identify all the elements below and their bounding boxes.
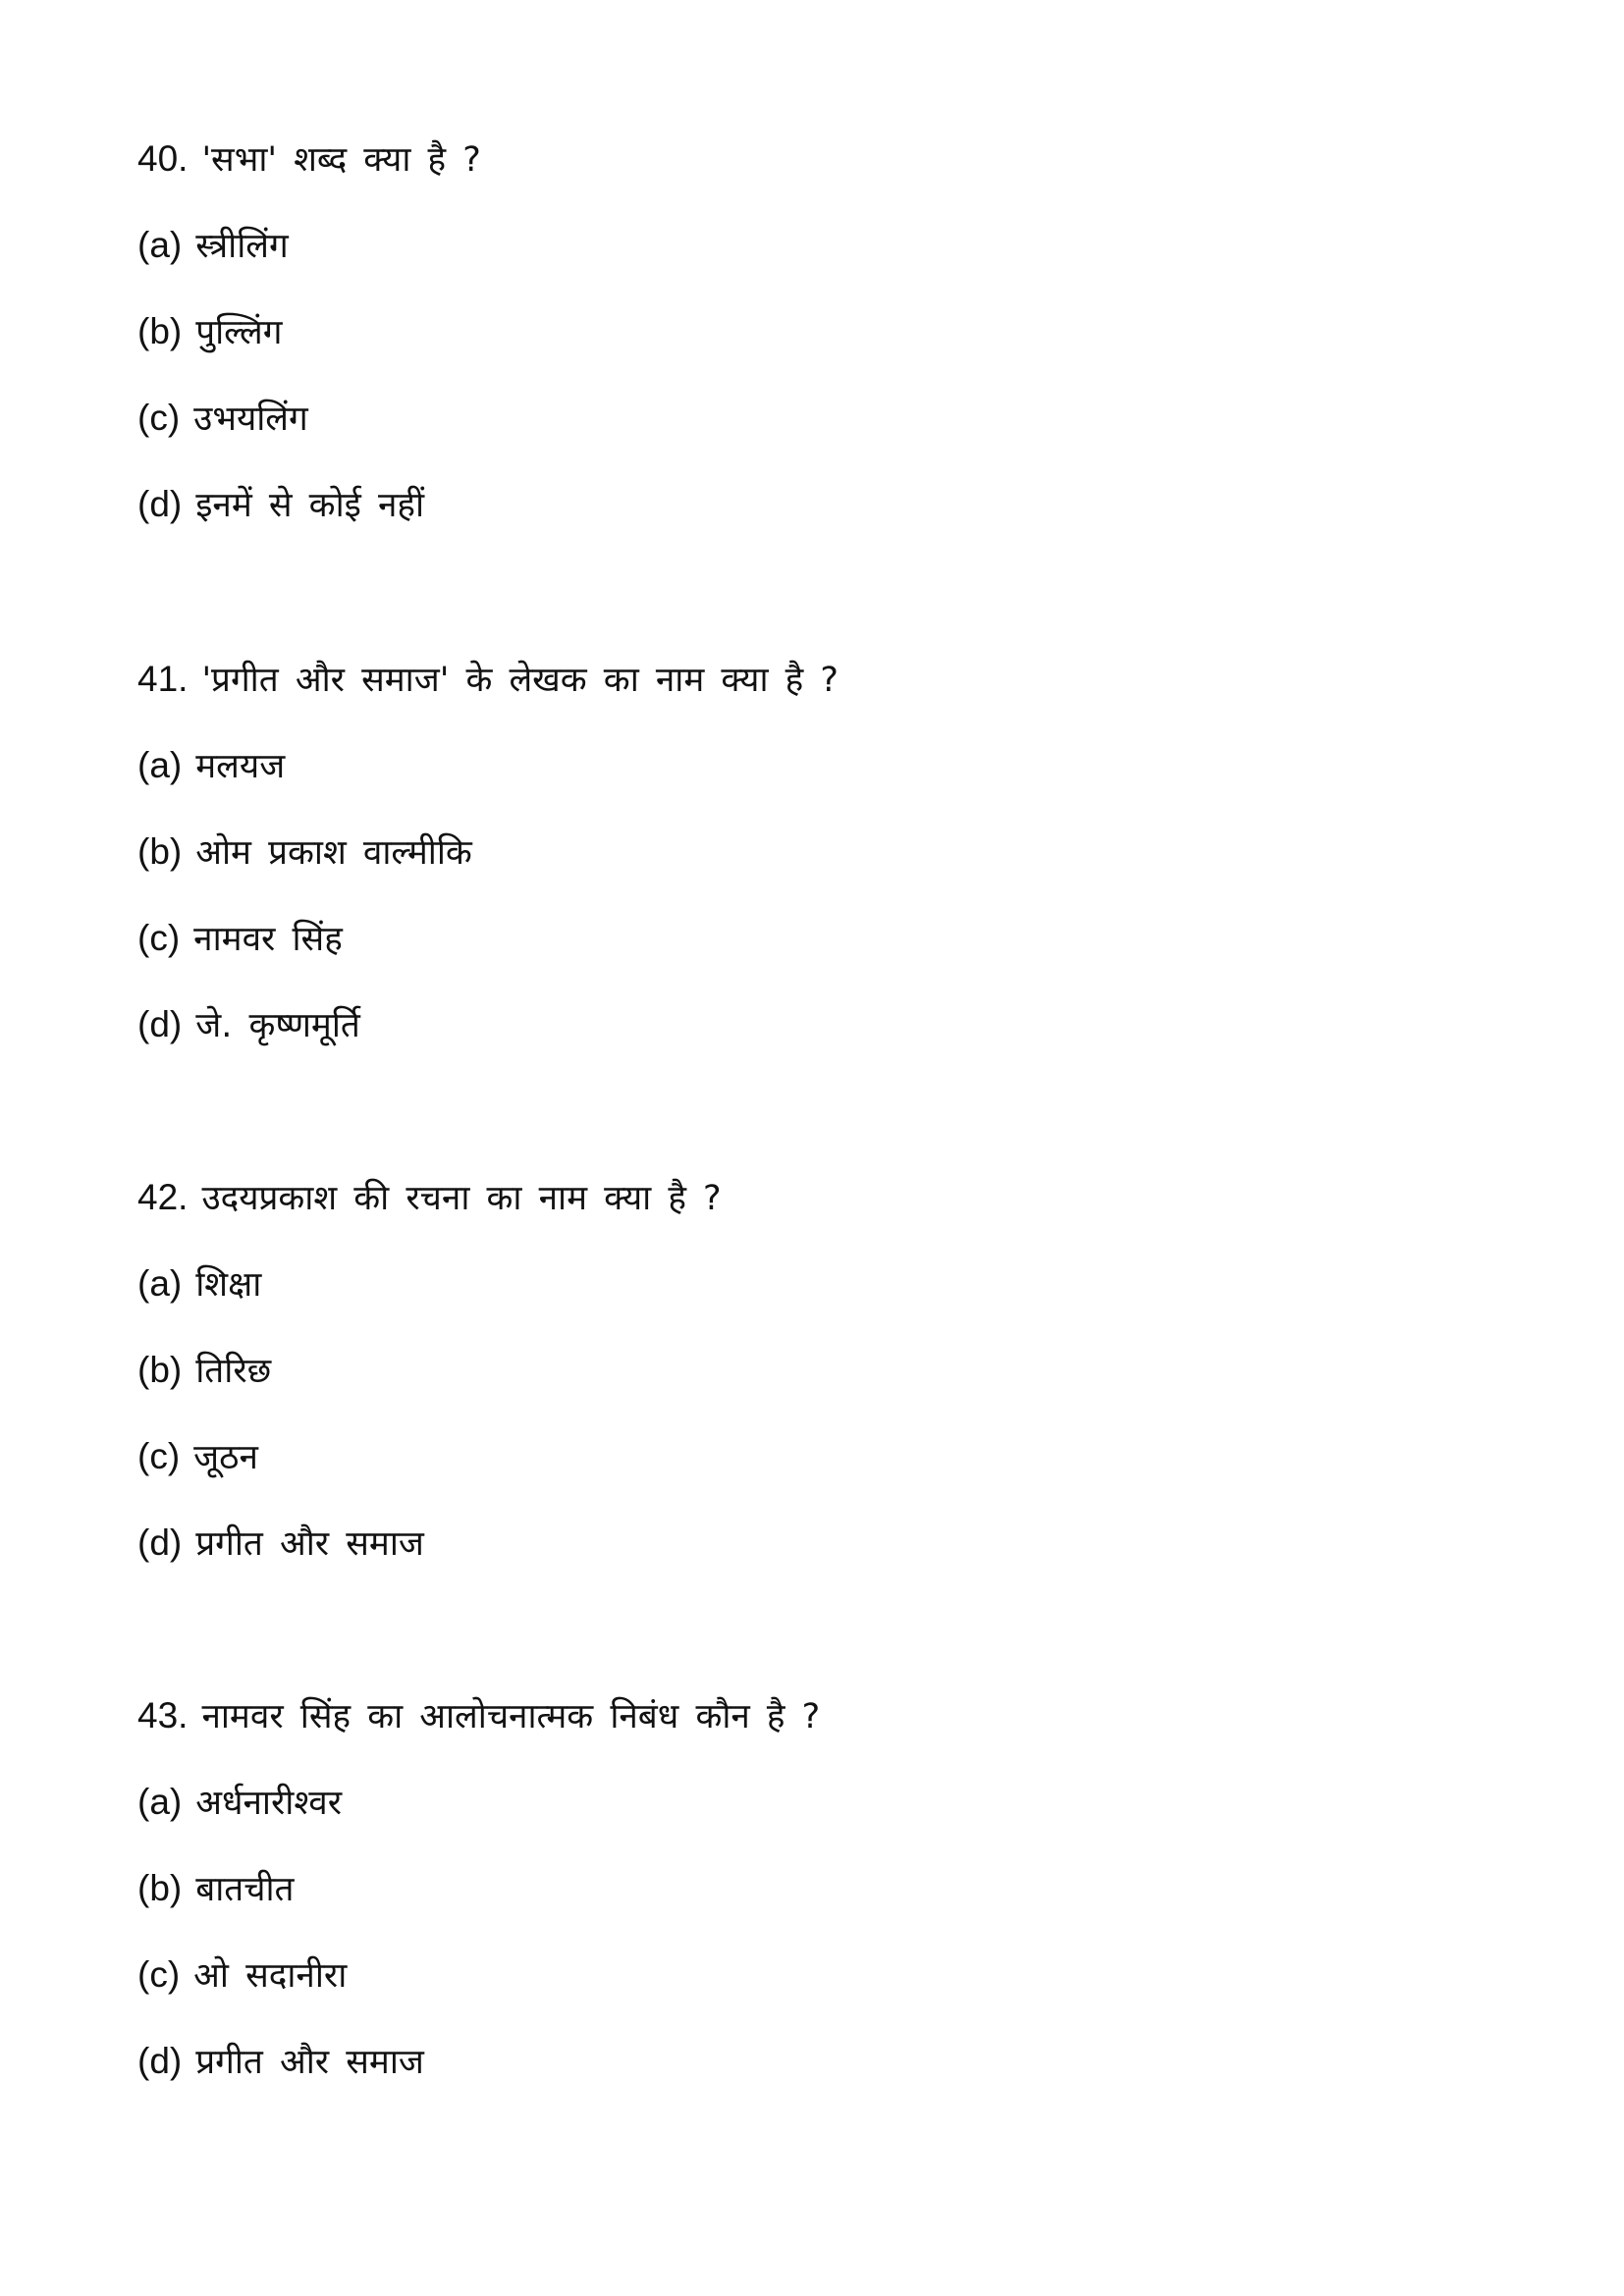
option-text: इनमें से कोई नहीं	[195, 486, 425, 525]
question-number: 42.	[137, 1177, 189, 1217]
question-text	[137, 1154, 722, 1241]
option-text: ओम प्रकाश वाल्मीकि	[195, 833, 472, 873]
option-text: जूठन	[193, 1438, 258, 1477]
option-key: (a)	[137, 225, 183, 265]
question-block	[137, 636, 839, 1068]
option-text: ओ सदानीरा	[193, 1956, 348, 1996]
option-d	[137, 982, 839, 1068]
option-text: तिरिछ	[195, 1352, 272, 1391]
option-key: (a)	[137, 1263, 183, 1304]
option-text: जे. कृष्णमूर्ति	[195, 1006, 360, 1045]
question-stem: उदयप्रकाश की रचना का नाम क्या है ?	[201, 1179, 722, 1218]
option-text: मलयज	[195, 747, 286, 786]
question-block	[137, 116, 481, 548]
option-key: (b)	[137, 311, 183, 351]
option-text: प्रगीत और समाज	[195, 2043, 424, 2082]
option-d	[137, 461, 481, 548]
option-key: (c)	[137, 918, 181, 958]
option-b	[137, 809, 839, 895]
option-text: उभयलिंग	[193, 400, 308, 439]
option-key: (d)	[137, 1004, 183, 1044]
option-c	[137, 1414, 722, 1500]
option-b	[137, 289, 481, 375]
option-key: (c)	[137, 398, 181, 438]
option-c	[137, 895, 839, 982]
option-a	[137, 202, 481, 289]
option-text: प्रगीत और समाज	[195, 1524, 424, 1564]
option-d	[137, 2018, 820, 2105]
question-text	[137, 636, 839, 722]
question-block	[137, 1154, 722, 1586]
option-text: अर्धनारीश्वर	[195, 1784, 343, 1823]
option-a	[137, 1759, 820, 1845]
option-a	[137, 1241, 722, 1327]
option-text: नामवर सिंह	[193, 920, 343, 959]
option-key: (b)	[137, 1868, 183, 1908]
option-key: (c)	[137, 1954, 181, 1995]
question-block	[137, 1673, 820, 2105]
question-number: 40.	[137, 138, 189, 179]
question-text	[137, 116, 481, 202]
option-c	[137, 375, 481, 461]
question-stem: 'सभा' शब्द क्या है ?	[201, 140, 481, 180]
question-text	[137, 1673, 820, 1759]
option-text: पुल्लिंग	[195, 313, 283, 352]
option-key: (d)	[137, 484, 183, 524]
option-text: बातचीत	[195, 1870, 295, 1909]
question-number: 43.	[137, 1695, 189, 1735]
option-key: (a)	[137, 1782, 183, 1822]
question-stem: 'प्रगीत और समाज' के लेखक का नाम क्या है ?	[201, 661, 839, 700]
question-stem: नामवर सिंह का आलोचनात्मक निबंध कौन है ?	[201, 1697, 821, 1736]
option-b	[137, 1845, 820, 1932]
option-key: (d)	[137, 1522, 183, 1563]
option-key: (b)	[137, 1350, 183, 1390]
option-b	[137, 1327, 722, 1414]
option-c	[137, 1932, 820, 2018]
option-key: (c)	[137, 1436, 181, 1476]
option-text: शिक्षा	[195, 1265, 262, 1305]
option-key: (a)	[137, 745, 183, 785]
option-key: (b)	[137, 831, 183, 872]
option-a	[137, 722, 839, 809]
option-d	[137, 1500, 722, 1586]
option-key: (d)	[137, 2041, 183, 2081]
question-number: 41.	[137, 659, 189, 699]
option-text: स्त्रीलिंग	[195, 227, 289, 266]
